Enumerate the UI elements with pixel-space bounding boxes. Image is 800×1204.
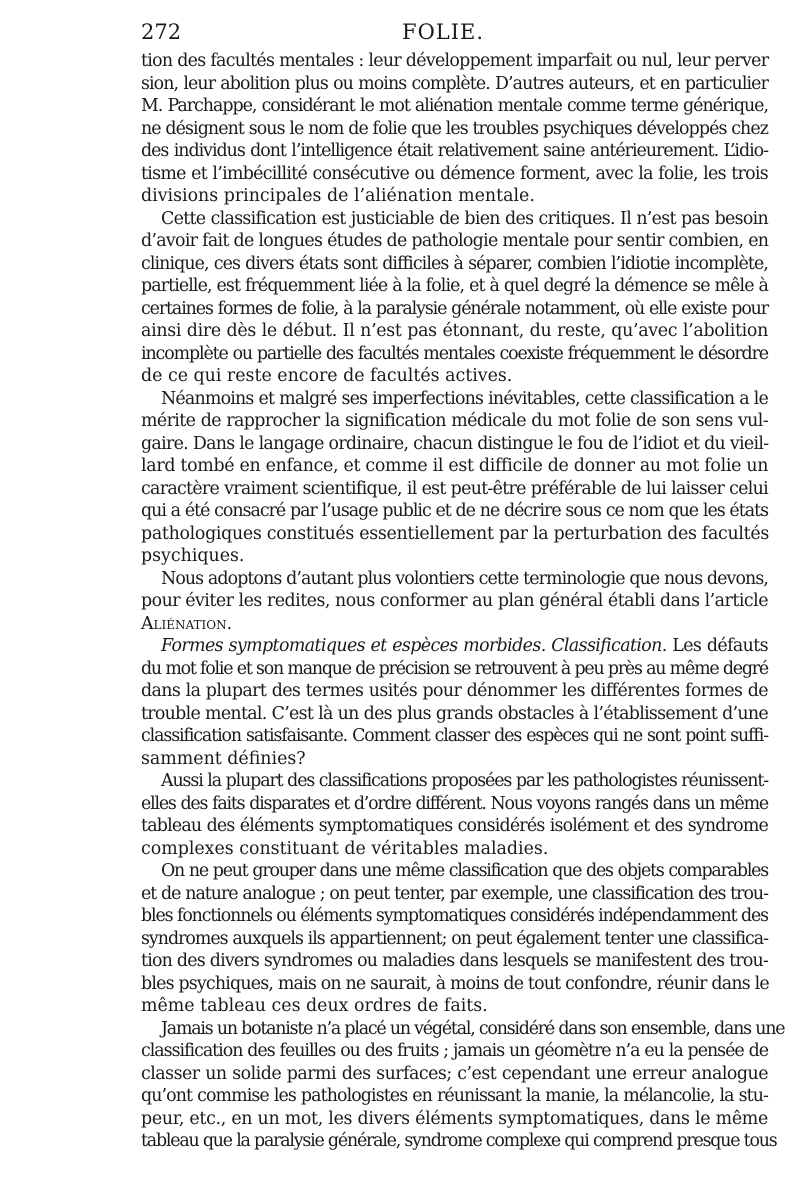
text-line: trouble mental. C’est là un des plus grands obstacles à l’établissement d’une xyxy=(141,703,768,724)
text-line: complexes constituant de véritables maladies. xyxy=(141,838,549,859)
text-line: de ce qui reste encore de facultés actives. xyxy=(141,366,513,386)
text-line: ainsi dire dès le début. Il n’est pas étonnant, du reste, qu’avec l’abolition xyxy=(141,321,768,341)
text-line: Formes symptomatiques et espèces morbides. Classification. Les défauts xyxy=(161,636,768,656)
text-line: classification des feuilles ou des fruits ; jamais un géomètre n’a eu la pensée de xyxy=(141,1041,768,1061)
paragraph xyxy=(141,388,768,568)
paragraph xyxy=(141,50,768,208)
section-heading: Formes symptomatiques et espèces morbides. Classification. xyxy=(161,636,667,656)
text-line: Nous adoptons d’autant plus volontiers cette terminologie que nous devons, xyxy=(161,568,768,589)
paragraph xyxy=(141,1018,785,1153)
text-line: du mot folie et son manque de précision se retrouvent à peu près au même degré xyxy=(141,658,768,679)
page-number: 272 xyxy=(141,20,182,44)
text-line: et de nature analogue ; on peut tenter, par exemple, une classification des trou- xyxy=(141,883,768,904)
text-line: Néanmoins et malgré ses imperfections inévitables, cette classification a le xyxy=(161,388,768,409)
text-line: certaines formes de folie, à la paralysie générale notamment, où elle existe pour xyxy=(141,298,768,319)
text-line: M. Parchappe, considérant le mot aliénation mentale comme terme générique, xyxy=(141,96,768,116)
text-line: même tableau ces deux ordres de faits. xyxy=(141,996,488,1016)
text-line: lard tombé en enfance, et comme il est difficile de donner au mot folie un xyxy=(141,456,769,476)
text-line: incomplète ou partielle des facultés mentales coexiste fréquemment le désordre xyxy=(141,343,768,364)
text-line: dans la plupart des termes usités pour dénommer les différentes formes de xyxy=(141,681,768,701)
text-line: pour éviter les redites, nous conformer au plan général établi dans l’article xyxy=(141,591,768,611)
text-line: qu’ont commise les pathologistes en réunissant la manie, la mélancolie, la stu- xyxy=(141,1086,768,1106)
text-line: clinique, ces divers états sont difficiles à séparer, combien l’idiotie incomplète, xyxy=(141,253,768,274)
text-line: Jamais un botaniste n’a placé un végétal, considéré dans son ensemble, dans une xyxy=(161,1018,785,1039)
text-line: syndromes auxquels ils appartiennent; on peut également tenter une classifica- xyxy=(141,928,768,949)
text-line: Cette classification est justiciable de bien des critiques. Il n’est pas besoin xyxy=(161,208,768,229)
text-line: psychiques. xyxy=(141,546,245,566)
paragraph xyxy=(141,770,768,860)
text-line: gaire. Dans le langage ordinaire, chacun distingue le fou de l’idiot et du vieil- xyxy=(141,433,769,454)
text-line: sion, leur abolition plus ou moins complète. D’autres auteurs, et en particulier xyxy=(141,73,768,94)
body-text xyxy=(141,50,785,1153)
text-line: classer un solide parmi des surfaces; c’est cependant une erreur analogue xyxy=(141,1063,768,1084)
text-line: peur, etc., en un mot, les divers éléments symptomatiques, dans le même xyxy=(141,1108,768,1129)
article-reference: Aliénation. xyxy=(141,613,233,634)
text-line: bles psychiques, mais on ne saurait, à moins de tout confondre, réunir dans le xyxy=(141,973,769,994)
text-line: pathologiques constitués essentiellement par la perturbation des facultés xyxy=(141,523,769,544)
text-line: partielle, est fréquemment liée à la folie, et à quel degré la démence se mêle à xyxy=(141,276,768,296)
text-line: ne désignent sous le nom de folie que les troubles psychiques développés chez xyxy=(141,118,768,139)
text-line: divisions principales de l’aliénation mentale. xyxy=(141,186,535,206)
paragraph xyxy=(141,635,768,770)
text-line: des individus dont l’intelligence était relativement saine antérieurement. L’idio- xyxy=(141,141,768,161)
text-line: tion des facultés mentales : leur développement imparfait ou nul, leur perver xyxy=(141,51,769,71)
text-line: bles fonctionnels ou éléments symptomatiques considérés indépendamment des xyxy=(141,906,768,926)
paragraph xyxy=(141,568,768,636)
text-line: caractère vraiment scientifique, il est peut-être préférable de lui laisser celui xyxy=(141,478,768,499)
text-line: tisme et l’imbécillité consécutive ou démence forment, avec la folie, les trois xyxy=(141,163,768,184)
text-line: On ne peut grouper dans une même classification que des objets comparables xyxy=(161,861,768,881)
text-line: Aussi la plupart des classifications proposées par les pathologistes réunissent- xyxy=(161,771,768,791)
text-line: d’avoir fait de longues études de pathologie mentale pour sentir combien, en xyxy=(141,231,769,251)
paragraph xyxy=(141,208,768,388)
text-line xyxy=(141,613,768,636)
paragraph xyxy=(141,860,768,1018)
page-header xyxy=(0,20,800,50)
text-line: qui a été consacré par l’usage public et de ne décrire sous ce nom que les états xyxy=(141,501,768,521)
text-line: classification satisfaisante. Comment classer des espèces qui ne sont point suffi- xyxy=(141,726,768,746)
text-line: tableau des éléments symptomatiques considérés isolément et des syndrome xyxy=(141,816,768,836)
text-line: tableau que la paralysie générale, syndrome complexe qui comprend presque tous xyxy=(141,1131,777,1151)
text-line: tion des divers syndromes ou maladies dans lesquels se manifestent des trou- xyxy=(141,951,768,971)
running-title: FOLIE. xyxy=(402,20,485,44)
text-line: samment définies? xyxy=(141,748,306,769)
text-line: elles des faits disparates et d’ordre différent. Nous voyons rangés dans un même xyxy=(141,793,768,814)
text-line: mérite de rapprocher la signification médicale du mot folie de son sens vul- xyxy=(141,411,768,431)
